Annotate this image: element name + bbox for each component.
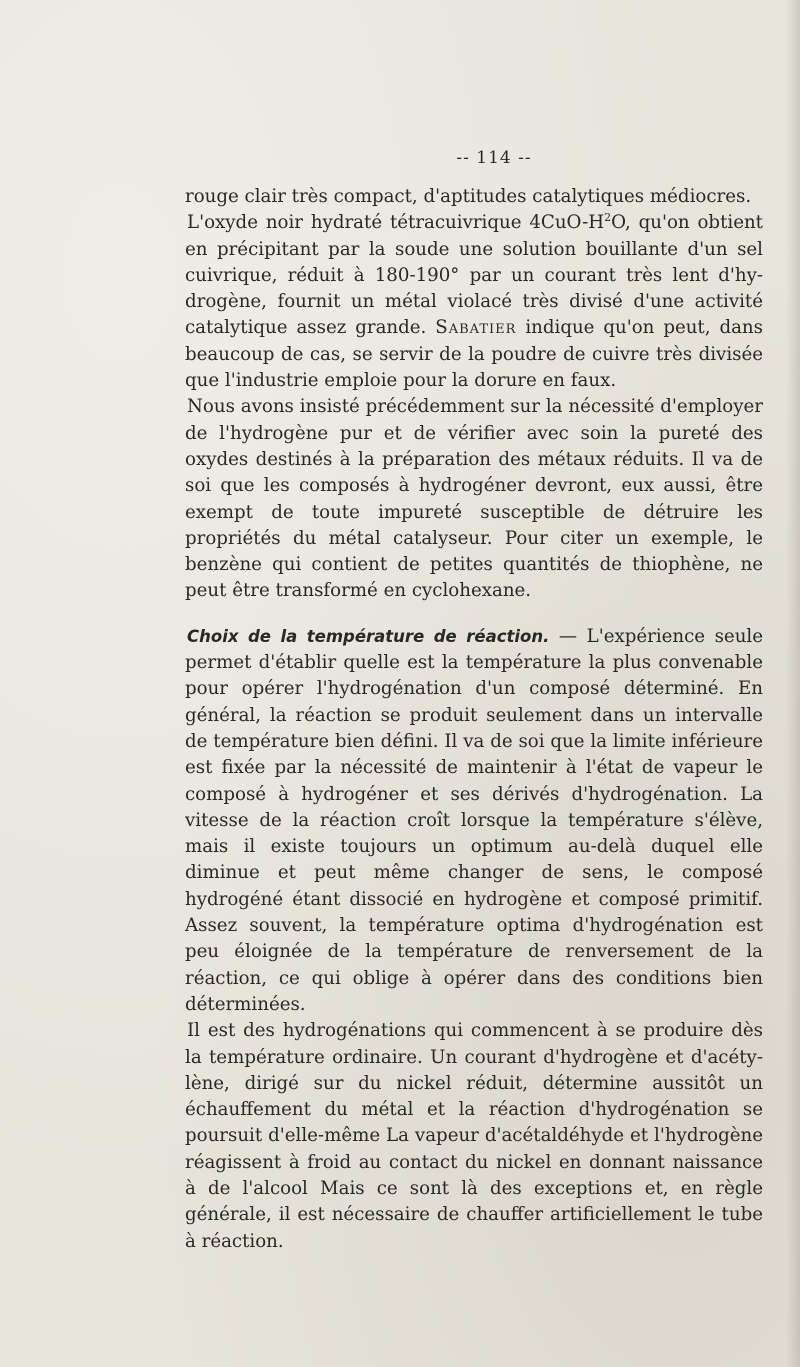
book-page [185, 148, 763, 1255]
subscript-2: 2 [604, 211, 612, 225]
paragraph-5 [185, 1018, 763, 1255]
page-number: -- 114 -- [456, 148, 532, 168]
paragraph-3 [185, 394, 763, 604]
author-name-sabatier: Sabatier [435, 317, 517, 339]
paragraph-1 [185, 184, 763, 210]
paragraph-1-text: rouge clair très compact, d'aptitudes catalytiques médiocres. [185, 186, 752, 207]
paragraph-5-text: Il est des hydrogénations qui commencent à se produire dès la température ordinaire. Un courant d'hydrogène et d'acétylène, dirigé sur du nickel réduit, détermine aussitôt un échauffement du métal et la réaction d'hydrogénation se poursuit d'elle-même La vapeur d'acétaldéhyde et l'hydrogène réagissent à froid au contact du nickel en donnant naissance à de l'alcool Mais ce sont là des exceptions et, en règle générale, il est nécessaire de chauffer artificiellement le tube à réaction. [185, 1020, 763, 1252]
paragraph-2-text-c: indique qu'on peut, dans beaucoup de cas, se servir de la poudre de cuivre très divisée que l'industrie emploie pour la dorure en faux. [185, 317, 763, 392]
paragraph-2 [185, 210, 763, 394]
page-edge-shadow [786, 0, 800, 1367]
paragraph-3-text: Nous avons insisté précédemment sur la nécessité d'employer de l'hydrogène pur et de vérifier avec soin la pureté des oxydes destinés à la préparation des métaux réduits. Il va de soi que les composés à hydrogéner devront, eux aussi, être exempt de toute impureté susceptible de détruire les propriétés du métal catalyseur. Pour citer un exemple, le benzène qui contient de petites quantités de thiophène, ne peut être transformé en cyclohexane. [185, 396, 763, 602]
paragraph-4 [185, 624, 763, 1018]
paragraph-4-text: — L'expérience seule permet d'établir quelle est la température la plus convenable pour opérer l'hydrogénation d'un composé déterminé. En général, la réaction se produit seulement dans un intervalle de température bien défini. Il va de soi que la limite inférieure est fixée par la nécessité de maintenir à l'état de vapeur le composé à hydrogéner et ses dérivés d'hydrogénation. La vitesse de la réaction croît lorsque la température s'élève, mais il existe toujours un optimum au-delà duquel elle diminue et peut même changer de sens, le composé hydrogéné étant dissocié en hydrogène et composé primitif. Assez souvent, la température optima d'hydrogénation est peu éloignée de la température de renversement de la réaction, ce qui oblige à opérer dans des conditions bien déterminées. [185, 625, 763, 1015]
paragraph-2-text-a: L'oxyde noir hydraté tétracuivrique 4CuO-H [187, 212, 605, 234]
paragraph-2-text-b: O, qu'on obtient en précipitant par la soude une solution bouillante d'un sel cuivrique, réduit à 180-190° par un courant très lent d'hydrogène, fournit un métal violacé très divisé d'une activité catalytique assez grande. [185, 212, 763, 339]
section-heading: Choix de la température de réaction. [187, 626, 550, 646]
